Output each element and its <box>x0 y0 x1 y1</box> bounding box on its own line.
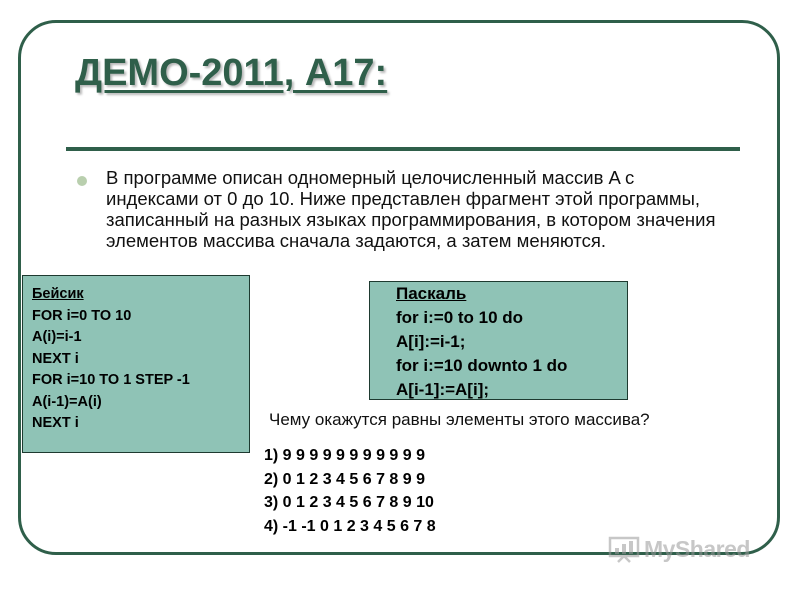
basic-code-line: A(i-1)=A(i) <box>32 393 102 410</box>
pascal-code-line: for i:=10 downto 1 do <box>396 356 568 375</box>
pascal-code-line: A[i-1]:=A[i]; <box>396 380 490 399</box>
pascal-code-line: A[i]:=i-1; <box>396 332 466 351</box>
basic-code-line: FOR i=0 TO 10 <box>32 307 132 324</box>
slide-title: ДЕМО-2011, А17: <box>75 52 388 94</box>
basic-code-line: NEXT i <box>32 415 79 431</box>
myshared-watermark <box>608 535 750 563</box>
basic-code-line: A(i)=i-1 <box>32 329 82 345</box>
title-divider <box>66 147 740 151</box>
basic-heading: Бейсик <box>32 286 84 302</box>
chart-presentation-icon <box>608 535 640 563</box>
basic-code-line: FOR i=10 TO 1 STEP -1 <box>32 372 190 388</box>
pascal-code-line: for i:=0 to 10 do <box>396 308 524 327</box>
watermark-brand: MyShared <box>644 535 750 562</box>
answer-option-2: 2) 0 1 2 3 4 5 6 7 8 9 9 <box>264 470 426 488</box>
answer-option-4: 4) -1 -1 0 1 2 3 4 5 6 7 8 <box>264 517 436 535</box>
answer-option-1: 1) 9 9 9 9 9 9 9 9 9 9 9 <box>264 447 426 464</box>
answer-option-3: 3) 0 1 2 3 4 5 6 7 8 9 10 <box>264 494 434 511</box>
bullet-dot-icon <box>77 176 87 186</box>
pascal-code-box <box>369 281 628 400</box>
answer-options <box>264 444 436 538</box>
problem-statement: В программе описан одномерный целочисленный массив A с индексами от 0 до 10. Ниже представлен фрагмент этой программы, записанный на разных языках программирования, в котором значения элементов массива сначала задаются, а затем меняются. <box>106 167 716 251</box>
question-text: Чему окажутся равны элементы этого массива? <box>269 410 650 429</box>
pascal-heading: Паскаль <box>396 284 467 303</box>
basic-code-box <box>22 275 250 453</box>
basic-code-line: NEXT i <box>32 350 79 367</box>
